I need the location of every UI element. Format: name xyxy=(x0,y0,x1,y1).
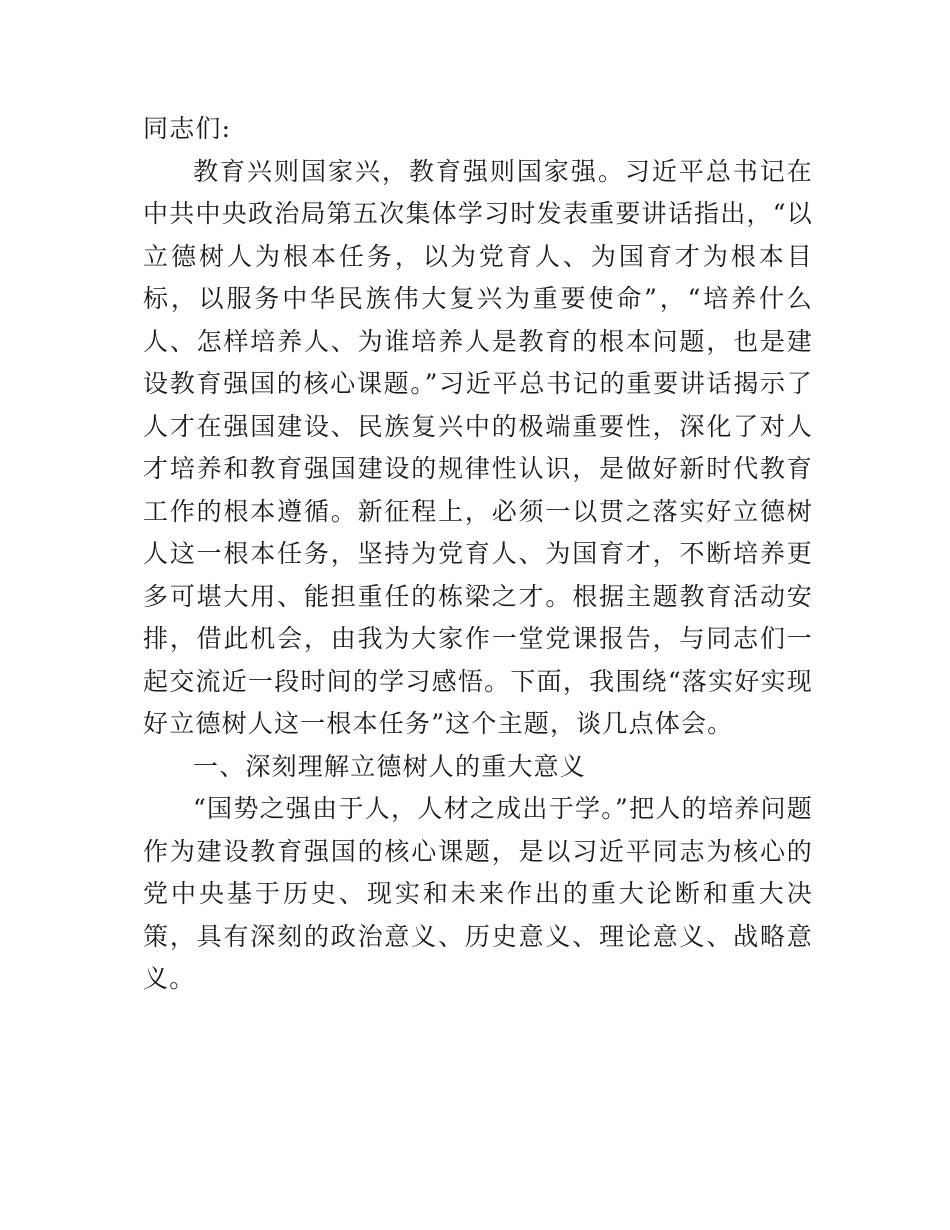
document-body xyxy=(143,108,813,1001)
intro-paragraph: 教育兴则国家兴，教育强则国家强。习近平总书记在中共中央政治局第五次集体学习时发表重要讲话指出，“以立德树人为根本任务，以为党育人、为国育才为根本目标，以服务中华民族伟大复兴为重要使命”，“培养什么人、怎样培养人、为谁培养人是教育的根本问题，也是建设教育强国的核心课题。”习近平总书记的重要讲话揭示了人才在强国建设、民族复兴中的极端重要性，深化了对人才培养和教育强国建设的规律性认识，是做好新时代教育工作的根本遵循。新征程上，必须一以贯之落实好立德树人这一根本任务，坚持为党育人、为国育才，不断培养更多可堪大用、能担重任的栋梁之才。根据主题教育活动安排，借此机会，由我为大家作一堂党课报告，与同志们一起交流近一段时间的学习感悟。下面，我围绕“落实好实现好立德树人这一根本任务”这个主题，谈几点体会。 xyxy=(143,156,813,738)
section-paragraph: “国势之强由于人，人材之成出于学。”把人的培养问题作为建设教育强国的核心课题，是以习近平同志为核心的党中央基于历史、现实和未来作出的重大论断和重大决策，具有深刻的政治意义、历史意义、理论意义、战略意义。 xyxy=(143,794,813,993)
salutation: 同志们: xyxy=(143,114,232,143)
section-heading: 一、深刻理解立德树人的重大意义 xyxy=(193,751,587,781)
